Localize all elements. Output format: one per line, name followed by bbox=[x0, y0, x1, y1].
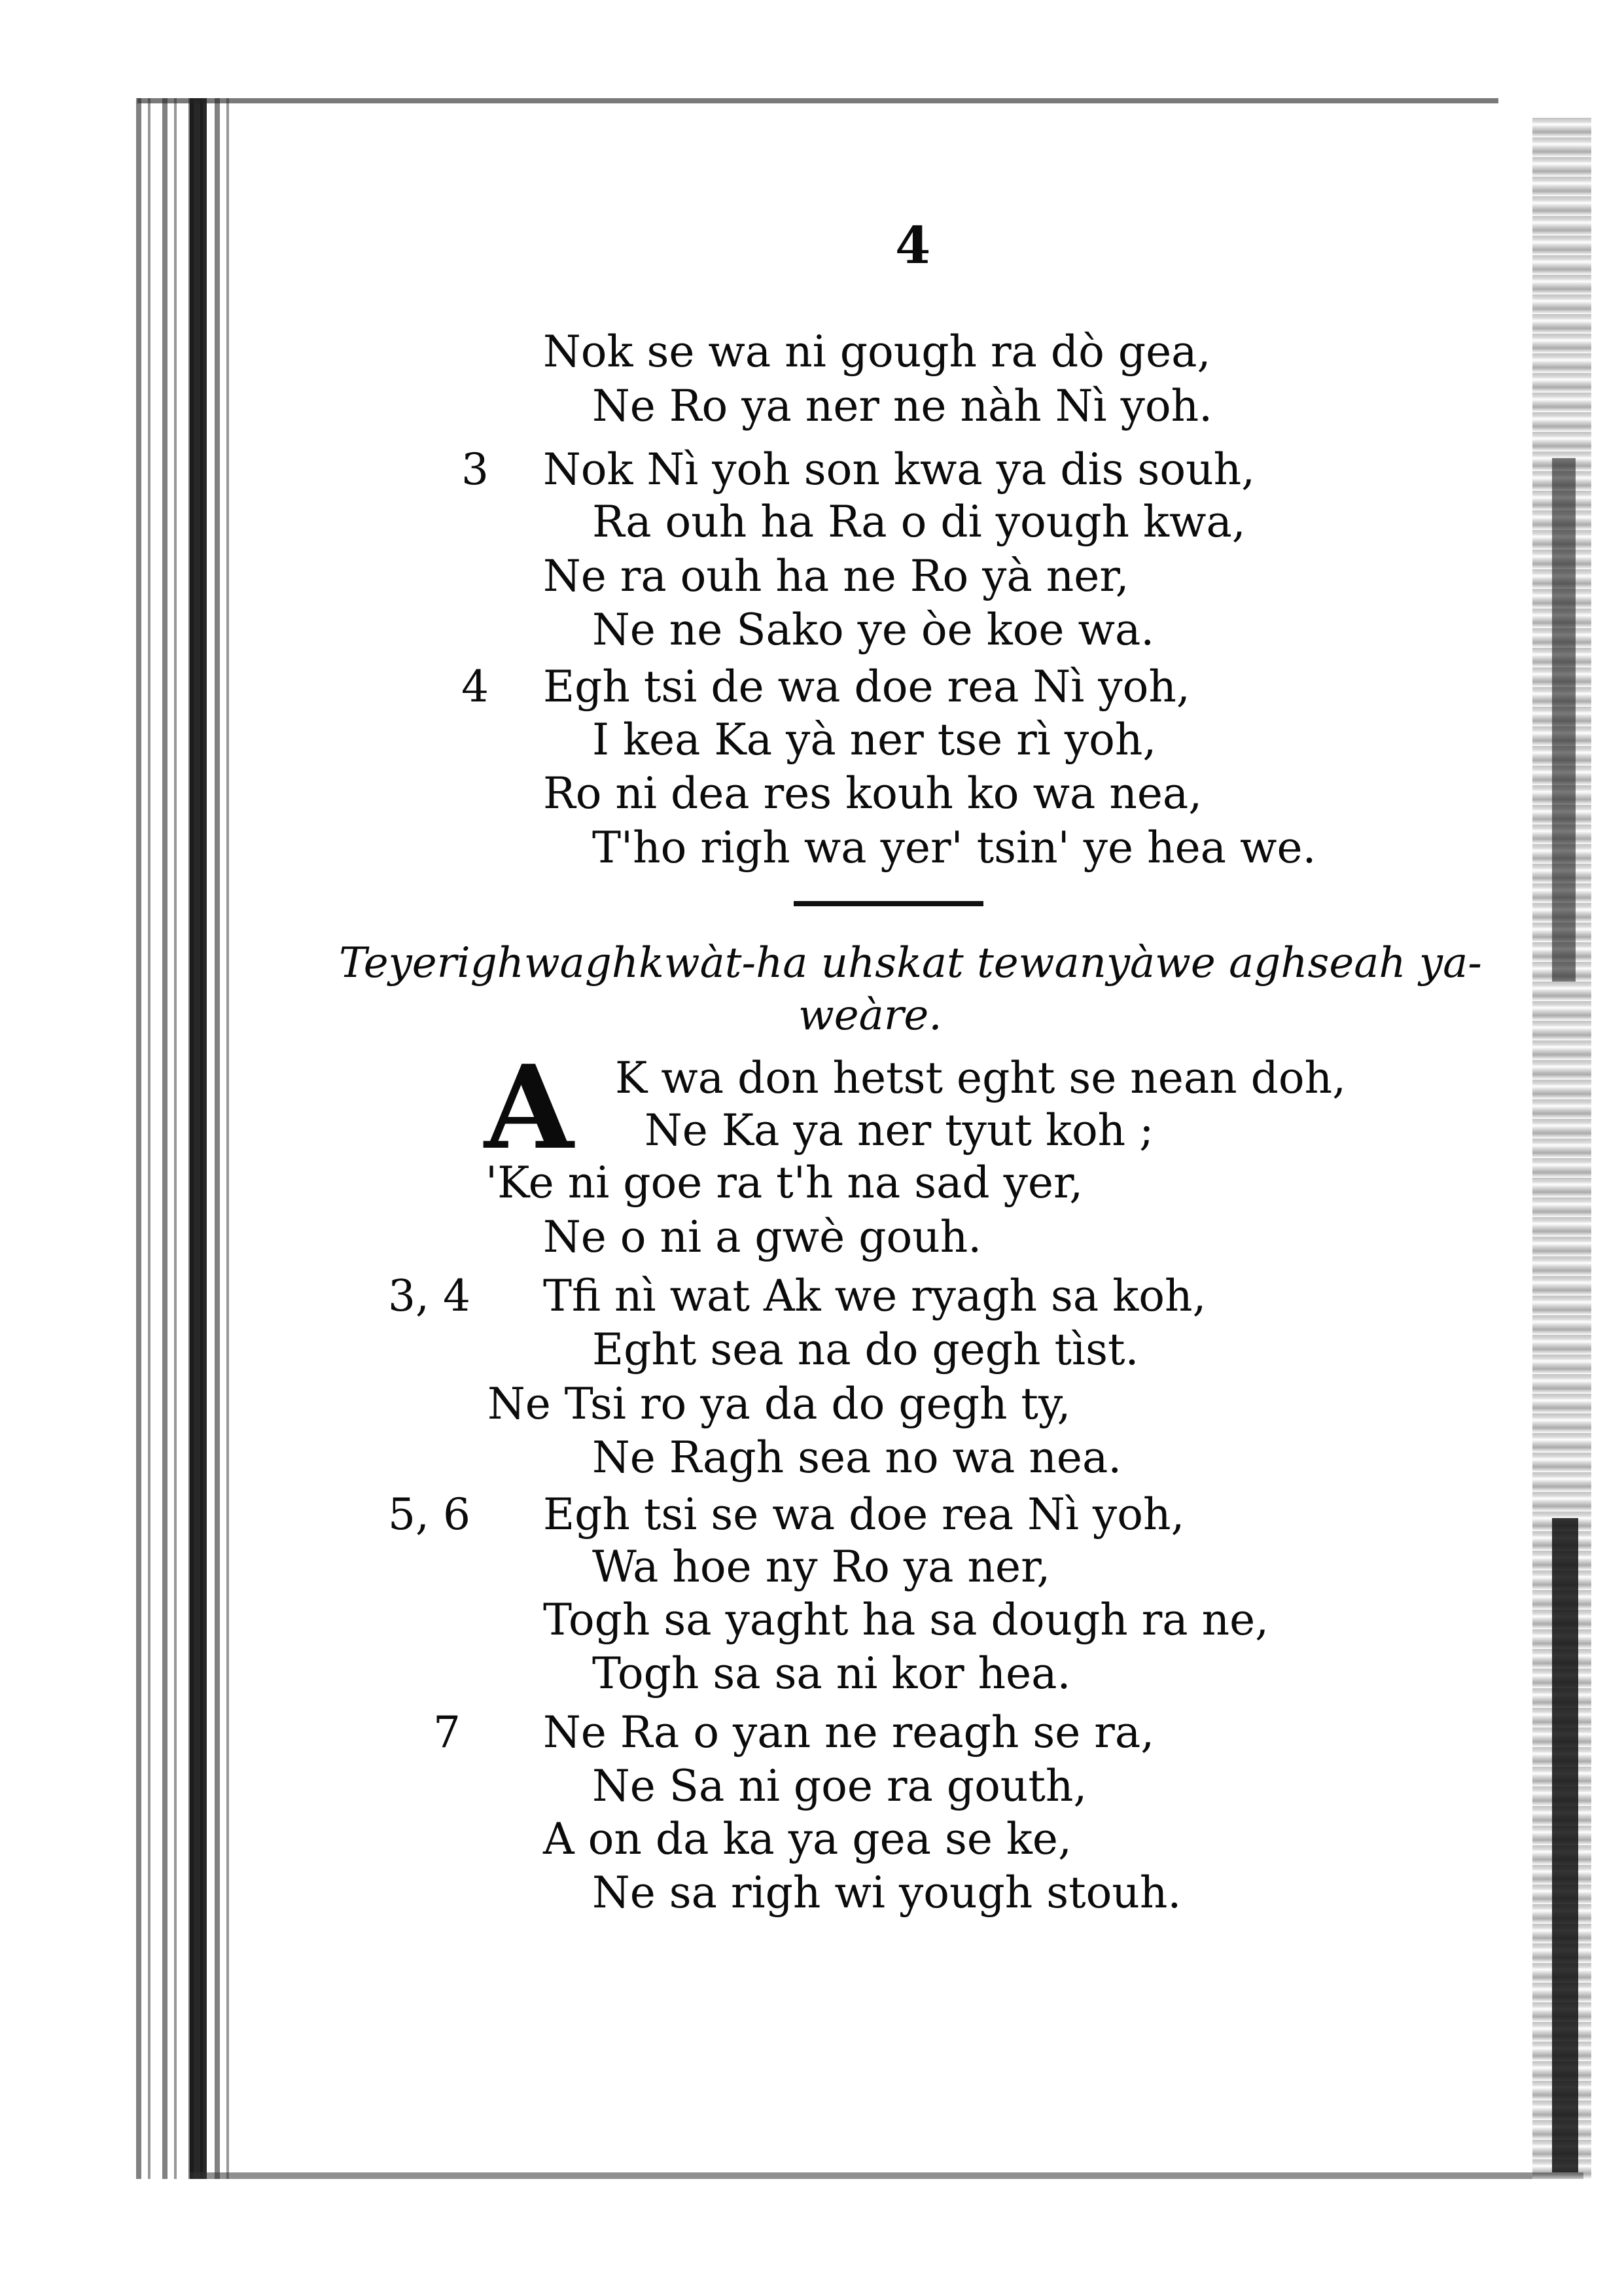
verse-line: Tfi nì wat Ak we ryagh sa koh, bbox=[543, 1271, 1207, 1321]
verse-line: Ne o ni a gwè gouh. bbox=[543, 1212, 982, 1262]
stanza-number: 4 bbox=[461, 662, 489, 712]
bottom-page-edge bbox=[190, 2172, 1583, 2179]
verse-line: Ne Ra o yan ne reagh se ra, bbox=[543, 1707, 1155, 1758]
verse-line: Wa hoe ny Ro ya ner, bbox=[592, 1542, 1051, 1592]
verse-line: Togh sa yaght ha sa dough ra ne, bbox=[543, 1595, 1269, 1645]
verse-line: Nok se wa ni gough ra dò gea, bbox=[543, 327, 1211, 377]
page-number: 4 bbox=[895, 216, 931, 275]
stanza-number: 3 bbox=[461, 444, 489, 495]
verse-line: Ne Ro ya ner ne nàh Nì yoh. bbox=[592, 381, 1213, 431]
verse-line: K wa don hetst eght se nean doh, bbox=[615, 1053, 1347, 1103]
stanza-number: 5, 6 bbox=[388, 1489, 470, 1540]
binding-shadow bbox=[190, 98, 207, 2179]
hymn-title-line-2: weàre. bbox=[798, 991, 942, 1040]
binding-edge bbox=[136, 98, 234, 2179]
verse-line: Ne ra ouh ha ne Ro yà ner, bbox=[543, 551, 1129, 601]
verse-line: I kea Ka yà ner tse rì yoh, bbox=[592, 715, 1157, 765]
stanza-number: 7 bbox=[433, 1707, 461, 1758]
verse-line: T'ho righ wa yer' tsin' ye hea we. bbox=[592, 823, 1316, 873]
verse-line: Ne Ragh sea no wa nea. bbox=[592, 1432, 1122, 1483]
verse-line: Ne Ka ya ner tyut koh ; bbox=[644, 1105, 1154, 1156]
top-page-edge bbox=[137, 98, 1498, 103]
verse-line: Egh tsi se wa doe rea Nì yoh, bbox=[543, 1489, 1185, 1540]
verse-line: Ne Sa ni goe ra gouth, bbox=[592, 1761, 1087, 1811]
section-divider bbox=[794, 901, 983, 906]
verse-line: Ne ne Sako ye òe koe wa. bbox=[592, 605, 1155, 655]
verse-line: 'Ke ni goe ra t'h na sad yer, bbox=[485, 1158, 1084, 1208]
verse-line: Eght sea na do gegh tìst. bbox=[592, 1324, 1139, 1375]
verse-line: Nok Nì yoh son kwa ya dis souh, bbox=[543, 444, 1256, 495]
verse-line: Ro ni dea res kouh ko wa nea, bbox=[543, 768, 1203, 819]
hymn-title-line-1: Teyerighwaghkwàt-ha uhskat tewanyàwe aghseah ya- bbox=[339, 939, 1482, 987]
verse-line: Togh sa sa ni kor hea. bbox=[592, 1648, 1071, 1699]
drop-cap: A bbox=[484, 1040, 574, 1175]
verse-line: A on da ka ya gea se ke, bbox=[543, 1814, 1072, 1864]
verse-line: Ra ouh ha Ra o di yough kwa, bbox=[592, 497, 1246, 547]
verse-line: Ne sa righ wi yough stouh. bbox=[592, 1867, 1182, 1918]
stanza-number: 3, 4 bbox=[388, 1271, 470, 1321]
right-edge-shadow bbox=[1552, 458, 1576, 982]
verse-line: Ne Tsi ro ya da do gegh ty, bbox=[487, 1379, 1071, 1429]
verse-line: Egh tsi de wa doe rea Nì yoh, bbox=[543, 662, 1190, 712]
right-edge-shadow-lower bbox=[1552, 1518, 1578, 2172]
